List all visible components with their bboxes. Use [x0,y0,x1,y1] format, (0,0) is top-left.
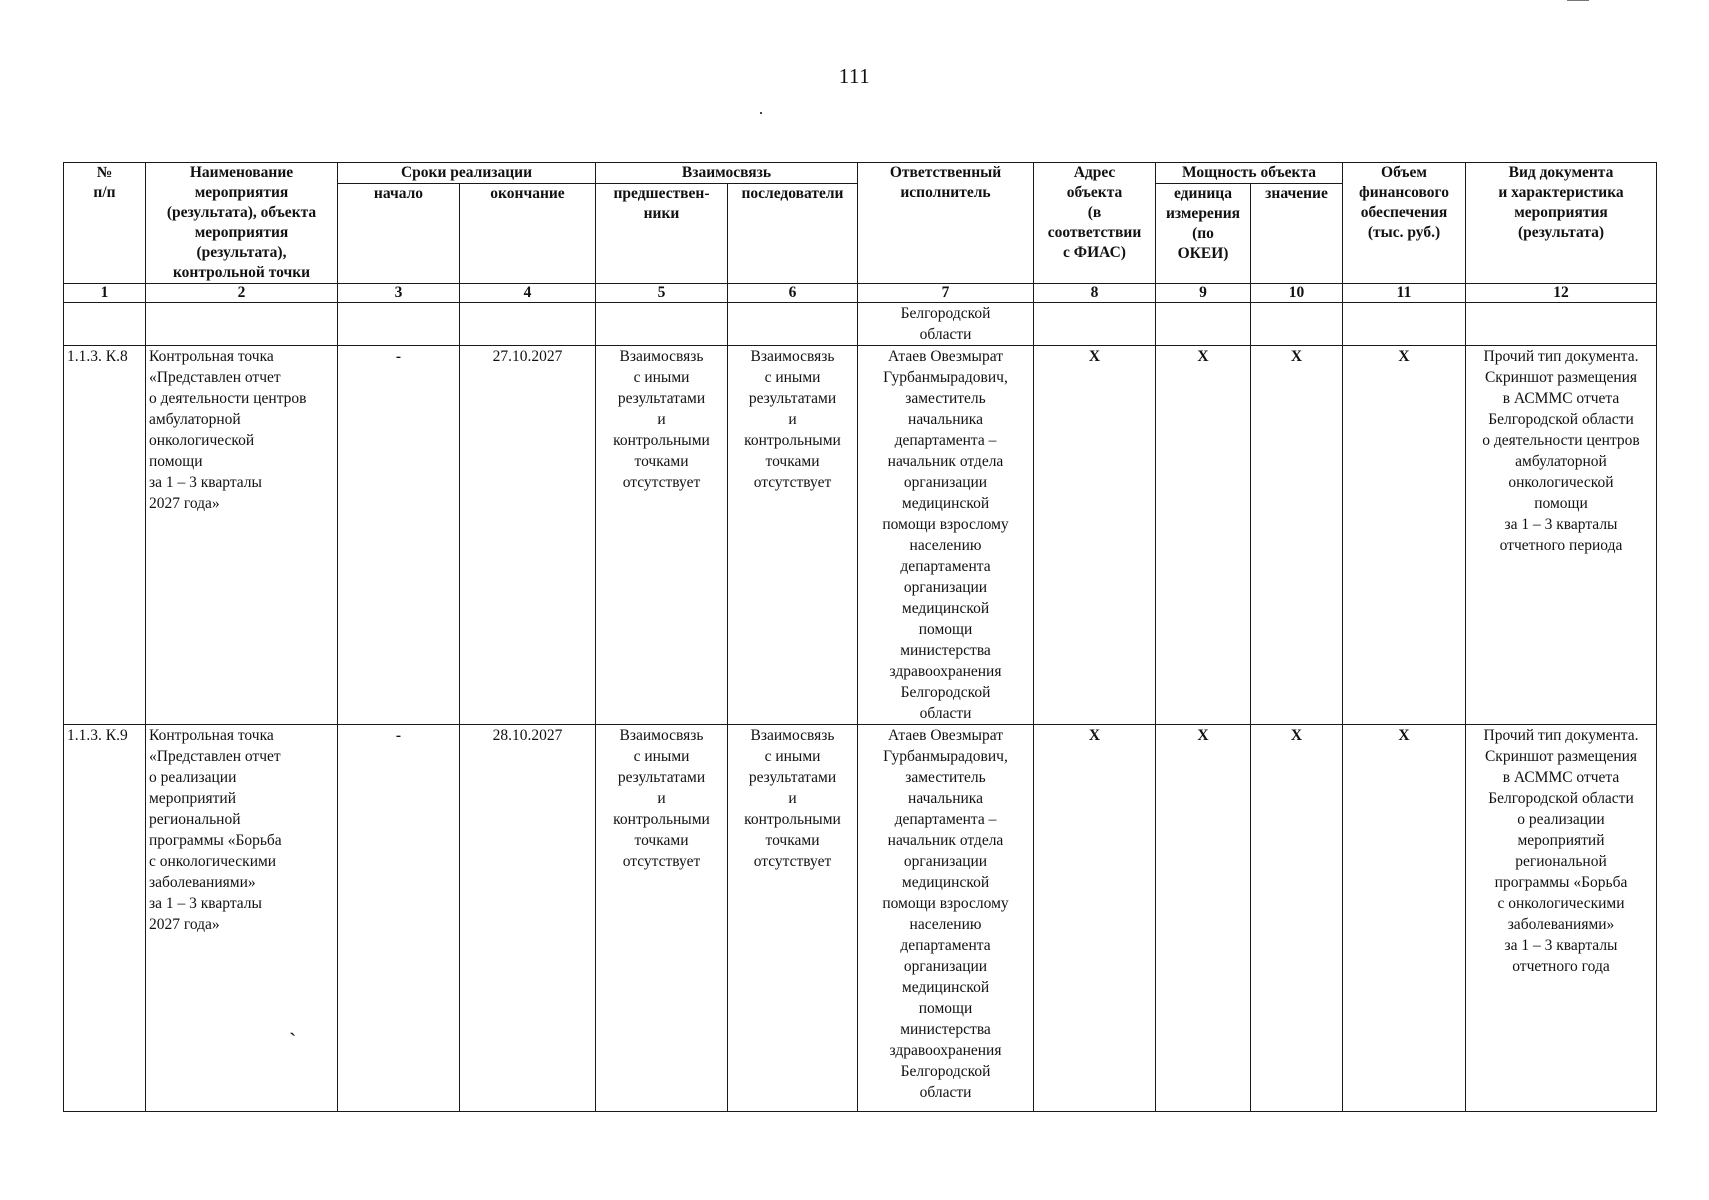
row-predecessors: Взаимосвязь с иными результатами и контрольными точками отсутствует [596,725,728,1112]
row-num: 1.1.3. К.8 [64,346,146,725]
column-number: 2 [146,284,338,303]
header-successors: последователи [728,184,858,284]
row-unit: X [1156,346,1251,725]
row-predecessors: Взаимосвязь с иными результатами и контрольными точками отсутствует [596,346,728,725]
column-number: 5 [596,284,728,303]
header-num: № п/п [64,163,146,284]
column-number: 11 [1343,284,1466,303]
plan-table [63,162,1657,1112]
row-finance: X [1343,725,1466,1112]
column-number: 7 [858,284,1034,303]
row-num: 1.1.3. К.9 [64,725,146,1112]
row-value: X [1251,725,1343,1112]
header-row-1 [64,163,1657,184]
continuation-row [64,303,1657,346]
continuation-responsible: Белгородской области [858,303,1034,346]
header-predecessors: предшествен- ники [596,184,728,284]
row-address: X [1034,346,1156,725]
header-name: Наименование мероприятия (результата), объекта мероприятия (результата), контрольной точки [146,163,338,284]
row-doc-type: Прочий тип документа. Скриншот размещения в АСММС отчета Белгородской области о деятельности центров амбулаторной онкологической помощи за 1 – 3 кварталы отчетного периода [1466,346,1657,725]
row-responsible: Атаев Овезмырат Гурбанмырадович, заместитель начальника департамента – начальник отдела организации медицинской помощи взрослому населению департамента организации медицинской помощи министерства здравоохранения Белгородской области [858,346,1034,725]
header-start: начало [338,184,460,284]
table-row [64,346,1657,725]
column-number: 8 [1034,284,1156,303]
column-number: 12 [1466,284,1657,303]
row-start: - [338,346,460,725]
scan-edge-mark [1567,0,1589,1]
header-relation: Взаимосвязь [596,163,858,184]
header-end: окончание [460,184,596,284]
column-number: 9 [1156,284,1251,303]
row-successors: Взаимосвязь с иными результатами и контрольными точками отсутствует [728,346,858,725]
column-number: 10 [1251,284,1343,303]
page-number: 111 [838,64,871,88]
row-address: X [1034,725,1156,1112]
header-doc-type: Вид документа и характеристика мероприятия (результата) [1466,163,1657,284]
stray-pen-mark: ` [289,1028,297,1053]
row-end: 28.10.2027 [460,725,596,1112]
row-finance: X [1343,346,1466,725]
row-successors: Взаимосвязь с иными результатами и контрольными точками отсутствует [728,725,858,1112]
header-responsible: Ответственный исполнитель [858,163,1034,284]
row-name: Контрольная точка «Представлен отчет о реализации мероприятий региональной программы «Борьба с онкологическими заболеваниями» за 1 – 3 кварталы 2027 года» [146,725,338,1112]
row-end: 27.10.2027 [460,346,596,725]
row-responsible: Атаев Овезмырат Гурбанмырадович, заместитель начальника департамента – начальник отдела организации медицинской помощи взрослому населению департамента организации медицинской помощи министерства здравоохранения Белгородской области [858,725,1034,1112]
column-number: 6 [728,284,858,303]
header-finance: Объем финансового обеспечения (тыс. руб.) [1343,163,1466,284]
scan-speck [760,112,762,114]
row-start: - [338,725,460,1112]
row-name: Контрольная точка «Представлен отчет о деятельности центров амбулаторной онкологической помощи за 1 – 3 кварталы 2027 года» [146,346,338,725]
header-address: Адрес объекта (в соответствии с ФИАС) [1034,163,1156,284]
row-doc-type: Прочий тип документа. Скриншот размещения в АСММС отчета Белгородской области о реализации мероприятий региональной программы «Борьба с онкологическими заболеваниями» за 1 – 3 кварталы отчетного года [1466,725,1657,1112]
table-row [64,725,1657,1112]
header-value: значение [1251,184,1343,284]
row-unit: X [1156,725,1251,1112]
column-number: 3 [338,284,460,303]
column-number: 1 [64,284,146,303]
column-number: 4 [460,284,596,303]
row-value: X [1251,346,1343,725]
header-capacity: Мощность объекта [1156,163,1343,184]
header-terms: Сроки реализации [338,163,596,184]
header-unit: единица измерения (по ОКЕИ) [1156,184,1251,284]
column-number-row [64,284,1657,303]
